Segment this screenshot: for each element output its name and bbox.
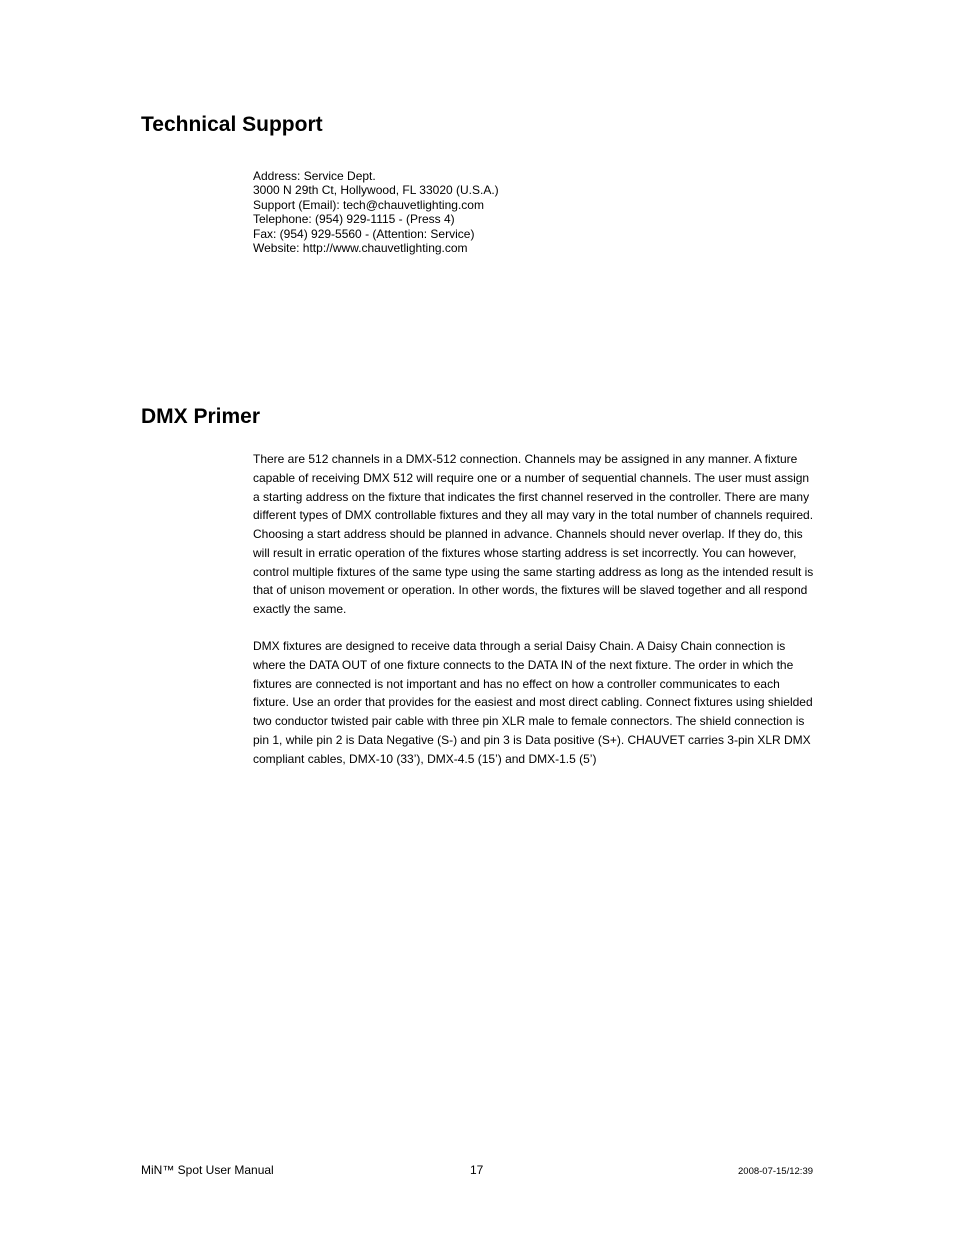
- daisy-chain-paragraph: DMX fixtures are designed to receive data through a serial Daisy Chain. A Daisy Chain connection is where the DATA OUT of one fixture connects to the DATA IN of the next fixture. The order in which the fixtures are connected is not important and has no effect on how a controller communicates to each fixture. Use an order that provides for the easiest and most direct cabling. Connect fixtures using shielded two conductor twisted pair cable with three pin XLR male to female connectors. The shield connection is pin 1, while pin 2 is Data Negative (S-) and pin 3 is Data positive (S+). CHAUVET carries 3-pin XLR DMX compliant cables, DMX-10 (33’), DMX-4.5 (15’) and DMX-1.5 (5’): [253, 639, 813, 766]
- address-line: Address: Service Dept.: [253, 169, 376, 183]
- footer-manual-title: MiN™ Spot User Manual: [141, 1163, 274, 1177]
- footer-revision-stamp: 2008-07-15/12:39: [738, 1166, 814, 1177]
- section-heading-technical-support: Technical Support: [141, 113, 323, 136]
- footer-page-number: 17: [470, 1163, 484, 1177]
- support-email-line: Support (Email): tech@chauvetlighting.com: [253, 197, 484, 212]
- contact-address-block: [253, 169, 499, 255]
- telephone-line: Telephone: (954) 929-1115 - (Press 4): [253, 212, 455, 227]
- address-line: 3000 N 29th Ct, Hollywood, FL 33020 (U.S.A.): [253, 183, 499, 198]
- section-heading-dmx-primer: DMX Primer: [141, 405, 261, 428]
- website-line: Website: http://www.chauvetlighting.com: [253, 241, 468, 256]
- fax-line: Fax: (954) 929-5560 - (Attention: Service): [253, 226, 475, 241]
- dmx-channels-paragraph: There are 512 channels in a DMX-512 connection. Channels may be assigned in any manner. A fixture capable of receiving DMX 512 will require one or a number of sequential channels. The user must assign a starting address on the fixture that indicates the first channel reserved in the controller. There are many different types of DMX controllable fixtures and they all may vary in the total number of channels required. Choosing a start address should be planned in advance. Channels should never overlap. If they do, this will result in erratic operation of the fixtures whose starting address is set incorrectly. You can however, control multiple fixtures of the same type using the same starting address as long as the intended result is that of unison movement or operation. In other words, the fixtures will be slaved together and all respond exactly the same.: [253, 452, 814, 616]
